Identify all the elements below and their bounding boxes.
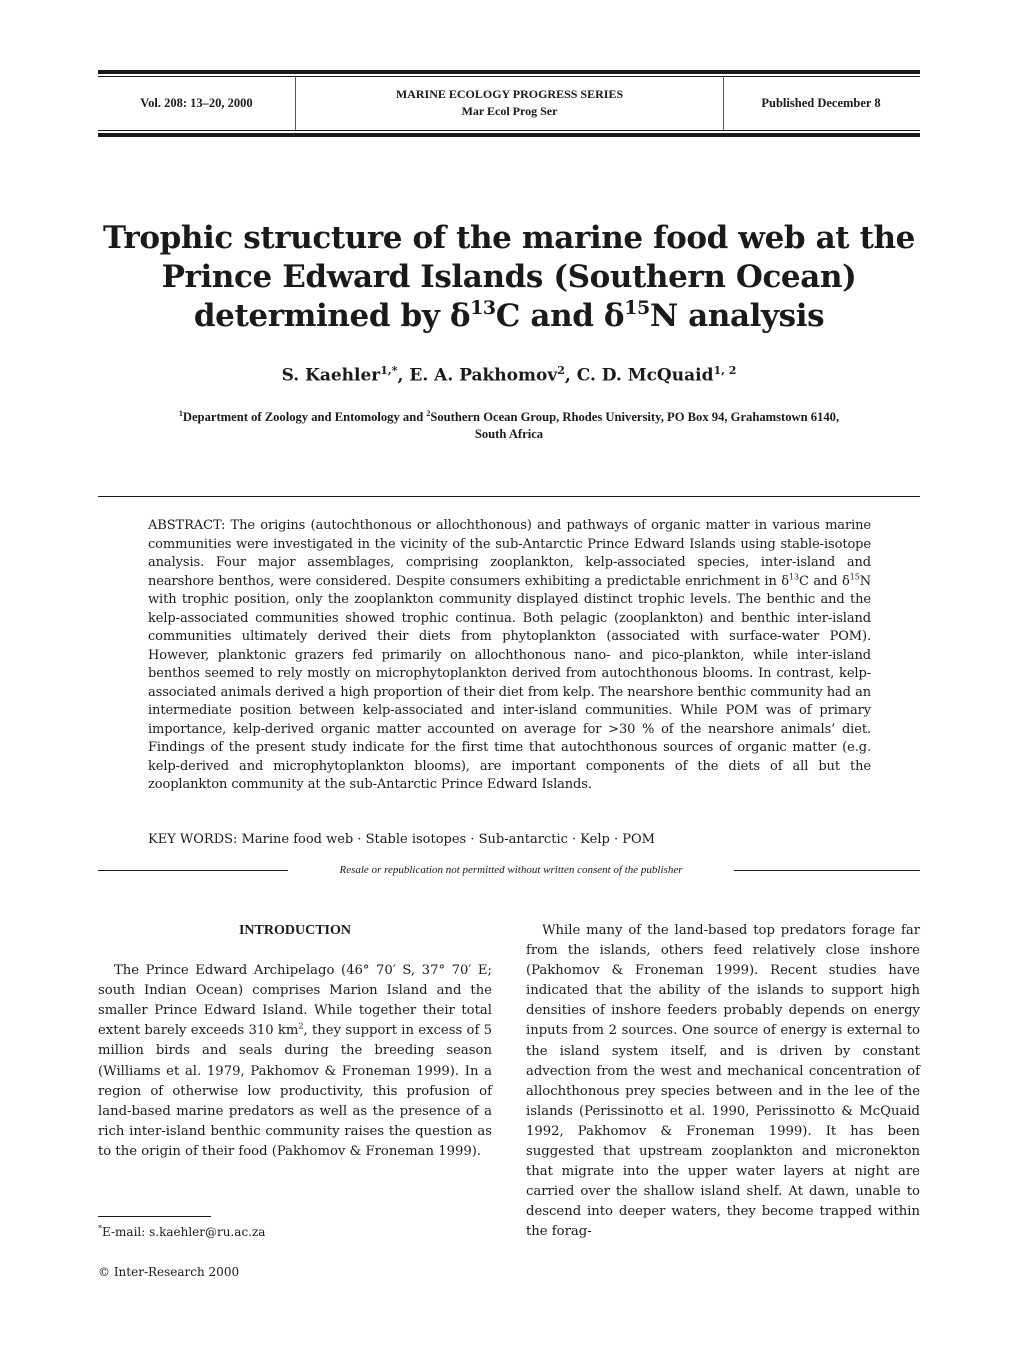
author-affiliation-mark: 1, 2 xyxy=(713,364,737,377)
title-superscript: 15 xyxy=(624,296,650,319)
journal-abbrev: Mar Ecol Prog Ser xyxy=(461,104,558,118)
title-line-1: Trophic structure of the marine food web at the xyxy=(103,220,915,256)
body-paragraph xyxy=(98,961,492,1162)
author-list xyxy=(98,364,920,386)
body-column-left xyxy=(98,921,492,1162)
affiliation-mark: 2 xyxy=(426,409,431,418)
section-heading-introduction: INTRODUCTION xyxy=(238,923,351,938)
published-date: Published December 8 xyxy=(761,95,881,110)
affiliation-text: Department of Zoology and Entomology and xyxy=(182,410,427,425)
affiliation-mark: 1 xyxy=(178,409,183,418)
abstract-superscript: 15 xyxy=(849,572,860,582)
body-column-right xyxy=(526,921,920,1243)
body-paragraph: While many of the land-based top predators forage far from the islands, others feed relatively close inshore (Pakhomov & Froneman 1999). Recent studies have indicated that the ability of the islands to support high densities of inshore feeders probably depends on energy inputs from 2 sources. One source of energy is external to the island system itself, and is driven by constant advection from the west and mechanical concentration of allochthonous prey species between and in the lee of the islands (Perissinotto et al. 1990, Perissinotto & McQuaid 1992, Pakhomov & Froneman 1999). It has been suggested that upstream zooplankton and micronekton that migrate into the upper water layers at night are carried over the shallow island shelf. At dawn, unable to descend into deeper waters, they become trapped within the forag- xyxy=(526,923,920,1240)
header-top-rule-thick xyxy=(98,70,920,74)
resale-rule-right xyxy=(734,870,920,871)
abstract-text: ABSTRACT: The origins (autochthonous or allochthonous) and pathways of organic matter in various marine communities were investigated in the vicinity of the sub-Antarctic Prince Edward Islands using stable-isotope analysis. Four major assemblages, comprising zooplankton, kelp-associated species, inter-island and nearshore benthos, were considered. Despite consumers exhibiting a predictable enrichment in δ xyxy=(148,518,871,589)
journal-name-block xyxy=(295,76,724,130)
article-title xyxy=(98,219,920,336)
body-text: , they support in excess of 5 million birds and seals during the breeding season (Williams et al. 1979, Pakhomov & Froneman 1999). In a region of otherwise low productivity, this profusion of land-based marine predators as well as the presence of a rich inter-island benthic community raises the question as to the origin of their food (Pakhomov & Froneman 1999). xyxy=(98,1023,492,1159)
footnote-text: E-mail: s.kaehler@ru.ac.za xyxy=(102,1225,266,1239)
abstract-superscript: 13 xyxy=(788,572,799,582)
body-text: The Prince Edward Archipelago (46° 70′ S, 37° 70′ E; south Indian Ocean) comprises Marion Island and the smaller Prince Edward Island. While together their total extent barely exceeds 310 km xyxy=(98,963,492,1039)
title-line-3 xyxy=(98,297,920,336)
abstract-top-rule xyxy=(98,496,920,497)
affiliation-line-1 xyxy=(98,405,920,426)
copyright: © Inter-Research 2000 xyxy=(98,1265,240,1279)
journal-name: MARINE ECOLOGY PROGRESS SERIES xyxy=(395,87,624,101)
resale-notice xyxy=(98,862,920,878)
title-superscript: 13 xyxy=(470,296,496,319)
abstract-text: C and δ xyxy=(798,573,850,589)
header-bottom-rule-thin xyxy=(98,130,920,131)
author-affiliation-mark: 2 xyxy=(557,364,565,377)
author-name: , E. A. Pakhomov xyxy=(397,365,558,386)
footnote-rule xyxy=(98,1216,211,1217)
affiliation-text: Southern Ocean Group, Rhodes University, PO Box 94, Grahamstown 6140, xyxy=(430,410,840,425)
title-fragment: N analysis xyxy=(649,298,825,334)
keywords: KEY WORDS: Marine food web · Stable isotopes · Sub-antarctic · Kelp · POM xyxy=(148,832,655,847)
title-fragment: C and δ xyxy=(495,298,625,334)
author-name: S. Kaehler xyxy=(281,365,381,386)
footnote-mark: * xyxy=(98,1224,102,1233)
title-fragment: determined by δ xyxy=(193,298,471,334)
header-bottom-rule-thick xyxy=(98,133,920,137)
author-affiliation-mark: 1,* xyxy=(380,364,398,377)
affiliation xyxy=(98,405,920,443)
title-line-2: Prince Edward Islands (Southern Ocean) xyxy=(161,259,857,295)
volume-info: Vol. 208: 13–20, 2000 xyxy=(140,95,253,110)
footnote-email xyxy=(98,1224,265,1239)
resale-rule-left xyxy=(98,870,288,871)
affiliation-line-2: South Africa xyxy=(474,427,544,442)
resale-text: Resale or republication not permitted without written consent of the publisher xyxy=(339,864,683,876)
abstract-text: N with trophic position, only the zooplankton community displayed distinct trophic levels. The benthic and the kelp-associated communities showed trophic continua. Both pelagic (zooplankton) and benthic inter-island communities ultimately derived their diets from phytoplankton (associated with surface-water POM). However, planktonic grazers fed primarily on allochthonous nano- and pico-plankton, while inter-island benthos seemed to rely mostly on microphytoplankton derived from autochthonous blooms. In contrast, kelp-associated animals derived a high proportion of their diet from kelp. The nearshore benthic community had an intermediate position between kelp-associated and inter-island communities. While POM was of primary importance, kelp-derived organic matter accounted on average for >30 % of the nearshore animals’ diet. Findings of the present study indicate for the first time that autochthonous sources of organic matter (e.g. kelp-derived and microphytoplankton blooms), are important components of the diets of all but the zooplankton community at the sub-Antarctic Prince Edward Islands. xyxy=(148,573,871,792)
journal-header xyxy=(98,76,920,130)
abstract xyxy=(148,517,871,795)
body-superscript: 2 xyxy=(298,1021,304,1031)
author-name: , C. D. McQuaid xyxy=(564,365,714,386)
